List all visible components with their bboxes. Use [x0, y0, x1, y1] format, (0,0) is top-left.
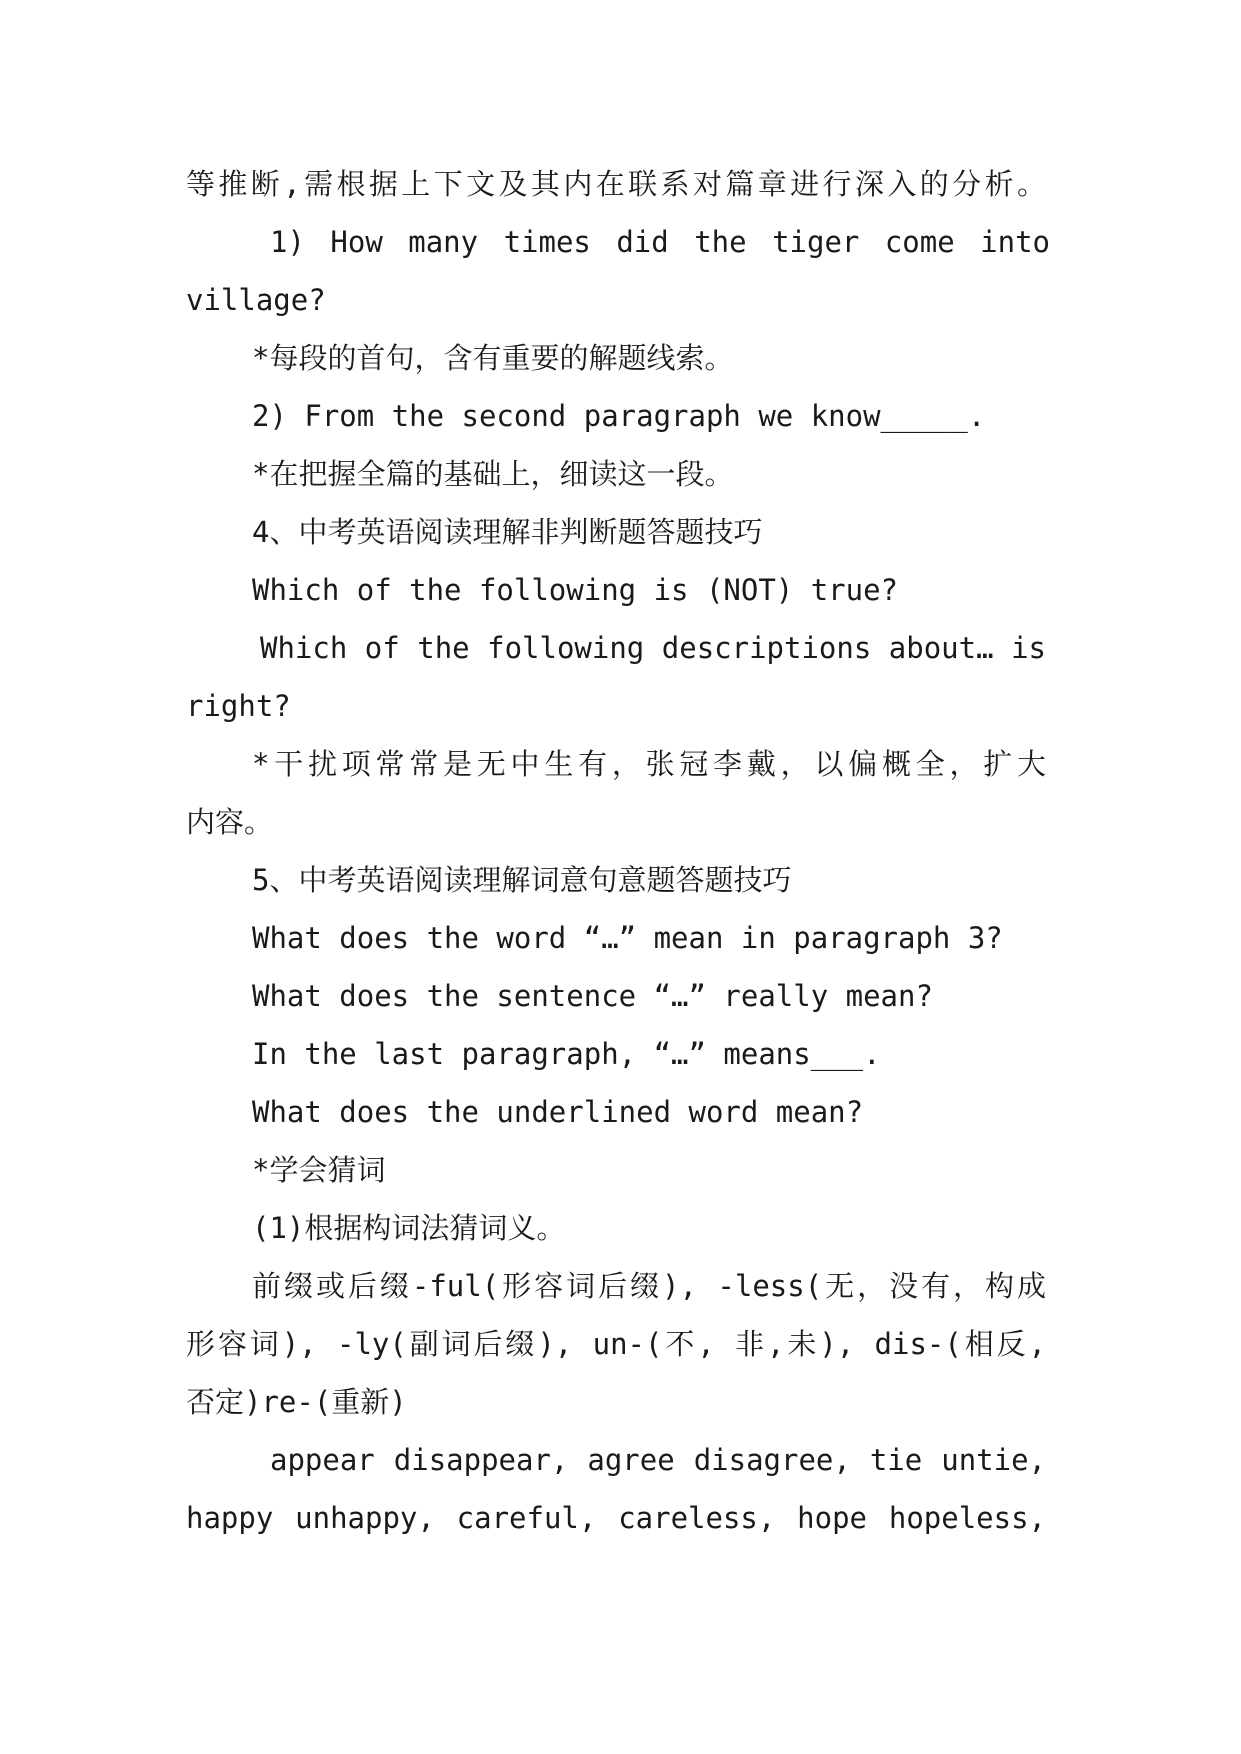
- text-line: *在把握全篇的基础上，细读这一段。: [252, 457, 734, 491]
- text-line: 2) From the second paragraph we know_____.: [252, 399, 986, 433]
- text-line: What does the word “…” mean in paragraph 3?: [252, 921, 1003, 955]
- text-line: 1) How many times did the tiger come into: [270, 225, 1050, 259]
- section-heading: 5、中考英语阅读理解词意句意题答题技巧: [252, 863, 792, 897]
- text-line: *干扰项常常是无中生有，张冠李戴，以偏概全，扩大: [252, 747, 1046, 781]
- text-line: *每段的首句，含有重要的解题线索。: [252, 341, 734, 375]
- text-line: 形容词), -ly(副词后缀), un-(不, 非,未), dis-(相反,: [186, 1327, 1046, 1361]
- text-line: 内容。: [186, 805, 274, 839]
- text-line: In the last paragraph, “…” means___.: [252, 1037, 881, 1071]
- text-line: village?: [186, 283, 326, 317]
- text-line: Which of the following is (NOT) true?: [252, 573, 899, 607]
- text-line: What does the underlined word mean?: [252, 1095, 864, 1129]
- text-line: 前缀或后缀-ful(形容词后缀), -less(无，没有，构成: [252, 1269, 1046, 1303]
- text-line: *学会猜词: [252, 1153, 386, 1187]
- text-line: (1)根据构词法猜词义。: [252, 1211, 566, 1245]
- text-line: appear disappear, agree disagree, tie untie,: [270, 1443, 1046, 1477]
- text-line: Which of the following descriptions about… is: [260, 631, 1046, 665]
- text-line: happy unhappy, careful, careless, hope hopeless,: [186, 1501, 1046, 1535]
- text-line: 否定)re-(重新): [186, 1385, 407, 1419]
- text-line: What does the sentence “…” really mean?: [252, 979, 933, 1013]
- section-heading: 4、中考英语阅读理解非判断题答题技巧: [252, 515, 763, 549]
- text-line: right?: [186, 689, 291, 723]
- text-line: 等推断,需根据上下文及其内在联系对篇章进行深入的分析。: [186, 167, 1046, 201]
